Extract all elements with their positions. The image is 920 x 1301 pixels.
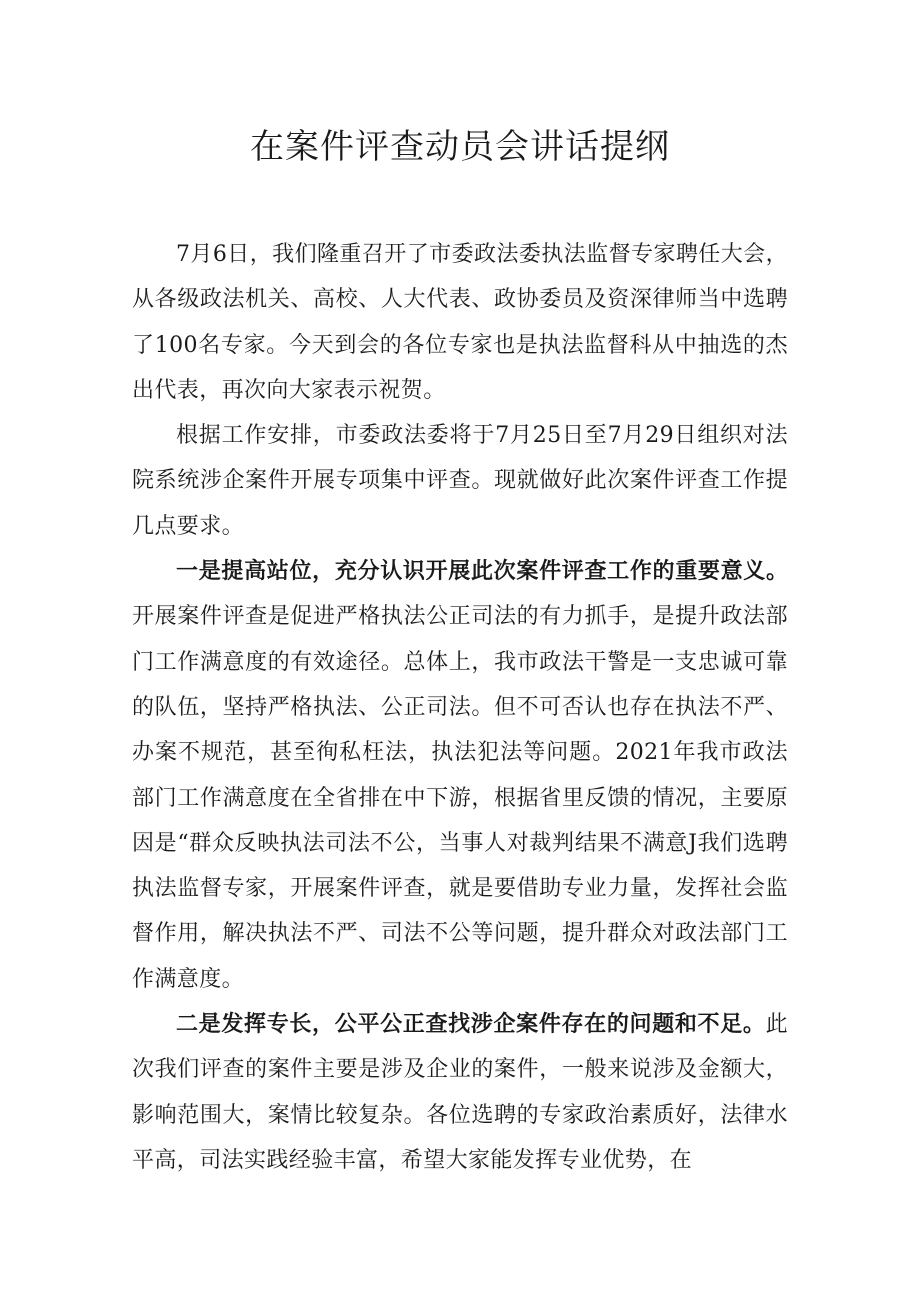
paragraph-heading: 二是发挥专长，公平公正查找涉企案件存在的问题和不足。 <box>176 1012 766 1038</box>
paragraph-text: 此次我们评查的案件主要是涉及企业的案件，一般来说涉及金额大，影响范围大，案情比较复杂。各位选聘的专家政治素质好，法律水平高，司法实践经验丰富，希望大家能发挥专业优势，在 <box>132 1012 788 1173</box>
paragraph-opening <box>132 232 788 413</box>
paragraph-text: 根据工作安排，市委政法委将于7月25日至7月29日组织对法院系统涉企案件开展专项集中评查。现就做好此次案件评查工作提几点要求。 <box>132 423 788 539</box>
paragraph-text: 7月6日，我们隆重召开了市委政法委执法监督专家聘任大会，从各级政法机关、高校、人大代表、政协委员及资深律师当中选聘了100名专家。今天到会的各位专家也是执法监督科从中抽选的杰出代表，再次向大家表示祝贺。 <box>132 242 788 403</box>
document-body <box>132 232 788 1183</box>
document-title: 在案件评查动员会讲话提纲 <box>250 127 670 167</box>
paragraph-arrangement <box>132 413 788 549</box>
paragraph-text: 开展案件评查是促进严格执法公正司法的有力抓手，是提升政法部门工作满意度的有效途径。总体上，我市政法干警是一支忠诚可靠的队伍，坚持严格执法、公正司法。但不可否认也存在执法不严、办案不规范，甚至徇私枉法，执法犯法等问题。2021年我市政法部门工作满意度在全省排在中下游，根据省里反馈的情况，主要原因是“群众反映执法司法不公，当事人对裁判结果不满意J我们选聘执法监督专家，开展案件评查，就是要借助专业力量，发挥社会监督作用，解决执法不严、司法不公等问题，提升群众对政法部门工作满意度。 <box>132 604 788 992</box>
paragraph-point-one <box>132 549 788 1002</box>
paragraph-heading: 一是提高站位，充分认识开展此次案件评查工作的重要意义。 <box>176 559 788 585</box>
paragraph-point-two <box>132 1002 788 1183</box>
